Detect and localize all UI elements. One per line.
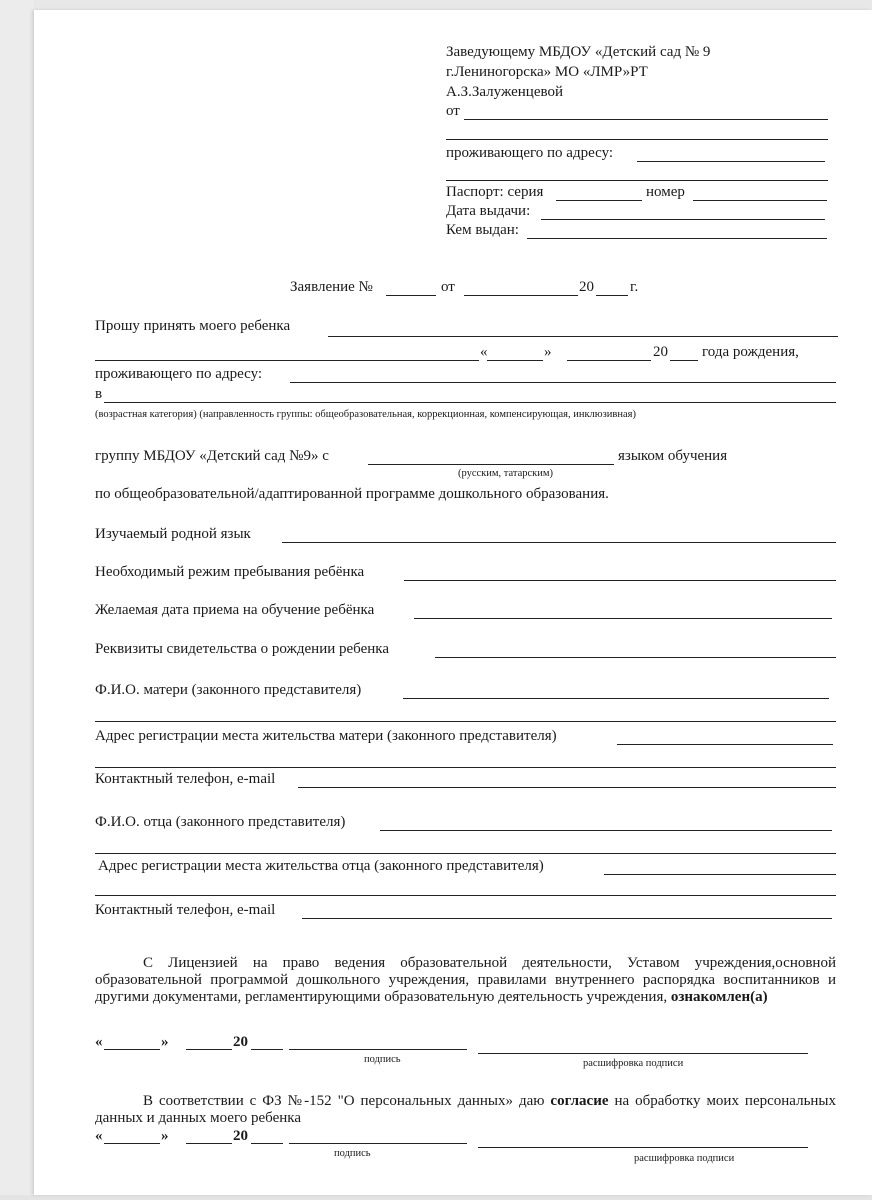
- child-name-field[interactable]: [328, 336, 838, 337]
- header-address-field[interactable]: [637, 161, 825, 162]
- consent-paragraph: [95, 1093, 836, 1127]
- acquaintance-paragraph: [95, 955, 836, 1006]
- mother-contact-field[interactable]: [298, 787, 836, 788]
- birth-certificate-label: Реквизиты свидетельства о рождении ребенка: [95, 641, 389, 657]
- consent-signature-hint: подпись: [334, 1148, 371, 1159]
- header-from-label: от: [446, 103, 460, 119]
- consent-close-quote: »: [161, 1128, 169, 1144]
- birth-month-field[interactable]: [567, 360, 651, 361]
- native-language-label: Изучаемый родной язык: [95, 526, 251, 542]
- father-name-label: Ф.И.О. отца (законного представителя): [95, 814, 346, 830]
- birth-day-open-quote: «: [480, 344, 488, 360]
- consent-decoding-field[interactable]: [478, 1147, 808, 1148]
- statement-date-field[interactable]: [464, 295, 578, 296]
- statement-title-label: Заявление №: [290, 279, 373, 295]
- group-label: группу МБДОУ «Детский сад №9» с: [95, 448, 329, 464]
- father-name-field-2[interactable]: [95, 853, 836, 854]
- scan-edge-top: [0, 0, 872, 10]
- father-contact-label: Контактный телефон, e-mail: [95, 902, 276, 918]
- father-address-field[interactable]: [604, 874, 836, 875]
- category-hint: (возрастная категория) (направленность группы: общеобразовательная, коррекционная, компенсирующая, инклюзивная): [95, 409, 636, 420]
- mother-name-field-2[interactable]: [95, 721, 836, 722]
- consent-decoding-hint: расшифровка подписи: [634, 1153, 735, 1164]
- consent-month-field[interactable]: [186, 1143, 232, 1144]
- child-in-label: в: [95, 386, 103, 402]
- child-address-field[interactable]: [290, 382, 836, 383]
- father-address-field-2[interactable]: [95, 895, 836, 896]
- acq-year-field[interactable]: [251, 1049, 283, 1050]
- acquaintance-bold: ознакомлен(а): [670, 989, 768, 1005]
- issue-date-label: Дата выдачи:: [446, 203, 531, 219]
- statement-from-label: от: [441, 279, 455, 295]
- mother-name-field[interactable]: [403, 698, 829, 699]
- header-address-label: проживающего по адресу:: [446, 145, 614, 161]
- acq-signature-hint: подпись: [364, 1054, 401, 1065]
- child-address-label: проживающего по адресу:: [95, 366, 263, 382]
- father-name-field[interactable]: [380, 830, 832, 831]
- mother-address-field-2[interactable]: [95, 767, 836, 768]
- consent-bold: согласие: [550, 1093, 609, 1109]
- passport-series-label: Паспорт: серия: [446, 184, 544, 200]
- passport-number-field[interactable]: [693, 200, 827, 201]
- issued-by-field[interactable]: [527, 238, 827, 239]
- acq-open-quote: «: [95, 1034, 103, 1050]
- mother-name-label: Ф.И.О. матери (законного представителя): [95, 682, 362, 698]
- consent-open-quote: «: [95, 1128, 103, 1144]
- birth-certificate-field[interactable]: [435, 657, 836, 658]
- father-contact-field[interactable]: [302, 918, 832, 919]
- admission-date-label: Желаемая дата приема на обучение ребёнка: [95, 602, 375, 618]
- child-name-field-2[interactable]: [95, 360, 479, 361]
- birth-year-prefix: 20: [653, 344, 668, 360]
- consent-year-field[interactable]: [251, 1143, 283, 1144]
- acq-decoding-field[interactable]: [478, 1053, 808, 1054]
- statement-year-field[interactable]: [596, 295, 628, 296]
- scan-edge-bottom: [0, 1195, 872, 1200]
- education-language-field[interactable]: [368, 464, 614, 465]
- native-language-field[interactable]: [282, 542, 836, 543]
- admission-date-field[interactable]: [414, 618, 832, 619]
- header-line-2: г.Лениногорска» МО «ЛМР»РТ: [446, 64, 648, 80]
- header-line-1: Заведующему МБДОУ «Детский сад № 9: [446, 44, 711, 60]
- stay-mode-field[interactable]: [404, 580, 836, 581]
- language-label: языком обучения: [618, 448, 728, 464]
- birth-day-close-quote: »: [544, 344, 552, 360]
- acq-decoding-hint: расшифровка подписи: [583, 1058, 684, 1069]
- header-line-3: А.З.Залуженцевой: [446, 84, 563, 100]
- passport-series-field[interactable]: [556, 200, 642, 201]
- statement-year-prefix: 20: [579, 279, 594, 295]
- stay-mode-label: Необходимый режим пребывания ребёнка: [95, 564, 365, 580]
- consent-year-prefix: 20: [233, 1128, 248, 1144]
- header-address-field-2[interactable]: [446, 180, 828, 181]
- statement-year-suffix: г.: [630, 279, 639, 295]
- issue-date-field[interactable]: [541, 219, 825, 220]
- statement-number-field[interactable]: [386, 295, 436, 296]
- child-group-field[interactable]: [104, 402, 836, 403]
- father-address-label: Адрес регистрации места жительства отца (законного представителя): [98, 858, 544, 874]
- acquaintance-text: С Лицензией на право ведения образовательной деятельности, Уставом учреждения,основной образовательной программой дошкольного учреждения, правилами внутреннего распорядка воспитанников и другими документами, регламентирующими образовательную деятельность учреждения,: [95, 955, 836, 1005]
- acq-year-prefix: 20: [233, 1034, 248, 1050]
- child-request-label: Прошу принять моего ребенка: [95, 318, 291, 334]
- language-hint: (русским, татарским): [458, 468, 554, 479]
- acq-signature-field[interactable]: [289, 1049, 467, 1050]
- program-text: по общеобразовательной/адаптированной программе дошкольного образования.: [95, 486, 609, 502]
- acq-close-quote: »: [161, 1034, 169, 1050]
- consent-signature-field[interactable]: [289, 1143, 467, 1144]
- scan-edge-left: [0, 0, 34, 1200]
- mother-contact-label: Контактный телефон, e-mail: [95, 771, 276, 787]
- issued-by-label: Кем выдан:: [446, 222, 519, 238]
- header-from-field[interactable]: [464, 119, 828, 120]
- header-from-field-2[interactable]: [446, 139, 828, 140]
- acq-day-field[interactable]: [104, 1049, 160, 1050]
- passport-number-label: номер: [646, 184, 685, 200]
- birth-year-field[interactable]: [670, 360, 698, 361]
- consent-text-before: В соответствии с ФЗ №-152 "О персональных данных» даю: [143, 1093, 545, 1109]
- birth-day-field[interactable]: [487, 360, 543, 361]
- birth-year-label: года рождения,: [702, 344, 799, 360]
- mother-address-field[interactable]: [617, 744, 833, 745]
- consent-text-after: на обработку моих персональных данных и данных моего ребенка: [95, 1093, 837, 1126]
- mother-address-label: Адрес регистрации места жительства матери (законного представителя): [95, 728, 557, 744]
- acq-month-field[interactable]: [186, 1049, 232, 1050]
- consent-day-field[interactable]: [104, 1143, 160, 1144]
